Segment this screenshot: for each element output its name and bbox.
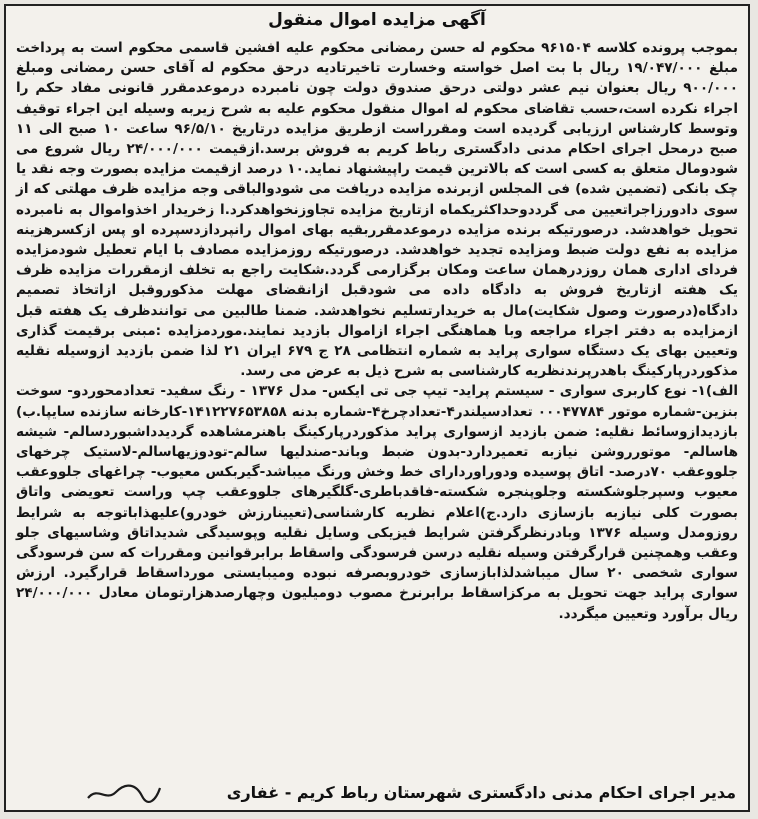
notice-paragraph: بموجب پرونده کلاسه ۹۶۱۵۰۴ محکوم له حسن رمضانی محکوم علیه افشین قاسمی محکوم است به پرداخت مبلغ ۱۹/۰۴۷/۰۰۰ ریال با بت اصل خواسته وخسارت تاخیرتادیه درحق محکوم له آقای حسن رمضانی ومبلغ ۹۰۰/۰۰۰ ریال بعنوان نیم عشر دولتی درحق صندوق دولت چون نامبرده درموعدمقرر قانونی مفاد حکم را اجراء نکرده است،حسب تقاضای محکوم له اموال منقول محکوم علیه به شرح زیربه وسیله این اجراء توقیف وتوسط کارشناس ارزیابی گردیده است ومقرراست ازطریق مزایده درتاریخ ۹۶/۵/۱۰ ساعت ۱۰ صبح الی ۱۱ صبح درمحل اجرای احکام مدنی دادگستری رباط کریم به فروش برسد.ازقیمت ۲۴/۰۰۰/۰۰۰ ریال شروع می شودومال متعلق به کسی است که بالاترین قیمت راپیشنهاد نماید.۱۰ درصد ازقیمت مزایده بصورت وجه نقد یا چک بانکی (تضمین شده) فی المجلس ازبرنده مزایده دریافت می شودوالباقی وجه مزایده ظرف مهلتی که از سوی دادورزاجراتعیین می گرددوحداکثریکماه ازتاریخ مزایده تجاوزنخواهدکرد.ا زخریدار اخذواموال به نامبرده تحویل خواهدشد. درصورتیکه برنده مزایده درموعدمقرربقیه بهای اموال رانپردازدسپرده او پس ازکسرهزینه مزایده به نفع دولت ضبط ومزایده تجدید خواهدشد. درصورتیکه روزمزایده مصادف با ایام تعطیل شودمزایده فردای اداری همان روزدرهمان ساعت ومکان برگزارمی گردد.شکایت راجع به تخلف ازمقررات مزایده ظرف یک هفته ازتاریخ فروش به دادگاه داده می شودقبل ازانقضای مهلت مذکوروقبل ازاتخاذ تصمیم دادگاه(درصورت وصول شکایت)مال به خریدارتسلیم نخواهدشد. ضمنا طالبین می توانندظرف یک هفته قبل ازمزایده به دفتر اجراء مراجعه وبا هماهنگی اجراء ازاموال بازدید نمایند.موردمزایده :مبنی برقیمت گذاری وتعیین بهای یک دستگاه سواری پراید به شماره انتظامی ۲۸ ج ۶۷۹ ایران ۲۱ لذا ضمن بازدید ازوسیله نقلیه مذکوردرپارکینگ باهدرپرندنظریه کارشناسی به شرح ذیل به عرض می رسد. [16, 40, 739, 380]
notice-paragraph: الف)۱- نوع کاربری سواری - سیستم پراید- تیپ جی تی ایکس- مدل ۱۳۷۶ - رنگ سفید- تعدادمحوردو- سوخت بنزین-شماره موتور ۰۰۰۴۷۷۸۴ تعدادسیلندر۴-تعدادچرخ۴-شماره بدنه ۱۴۱۲۲۷۶۵۳۸۵۸-کارخانه سازنده سایپا.ب) بازدیدازوسائط نقلیه: ضمن بازدید ازسواری پراید مذکوردرپارکینگ باهنرمشاهده گردیدداشبوردسالم- شیشه هاسالم- موتورروشن نیازبه تعمیردارد-بدون ضبط وباند-صندلیها سالم-تودوزیهاسالم-لاستیک چرخهای جلووعقب ۷۰درصد- اتاق پوسیده ودوراوردارای خط وخش ورنگ میباشد-گیربکس معیوب- چراغهای جلووعقب معیوب وسپرجلوشکسته وجلوپنجره شکسته-فاقدباطری-گلگیرهای جلووعقب چپ وراست تعویضی واتاق بصورت کلی نیازبه بازسازی دارد.ج)اعلام نظریه کارشناسی(تعیینارزش خودرو)علیهذاباتوجه به شرایط روزومدل وسیله ۱۳۷۶ وبادرنظرگرفتن شرایط فیزیکی وسایل نقلیه وپوسیدگی شدیداتاق وشاسیهای جلو وعقب وهمچنین قرارگرفتن وسیله نقلیه درسن فرسودگی واسقاط برابرقوانین ومقررات که سن فرسودگی سواری شخصی ۲۰ سال میباشدلذابازسازی خودروبصرفه نبوده ومیبایستی مورداسقاط قرارگیرد. ارزش سواری پراید جهت تحویل به مرکزاسقاط برابرنرخ مصوب دومیلیون وچهارصدهزارتومان معادل ۲۴/۰۰۰/۰۰۰ ریال برآورد وتعیین میگردد. [16, 383, 739, 622]
notice-body [16, 38, 738, 624]
signature-scribble-icon [84, 782, 164, 804]
notice-frame [4, 4, 750, 812]
notice-title: آگهی مزایده اموال منقول [268, 10, 486, 30]
notice-signature: مدیر اجرای احکام مدنی دادگستری شهرستان رباط کریم - غفاری [226, 783, 736, 802]
